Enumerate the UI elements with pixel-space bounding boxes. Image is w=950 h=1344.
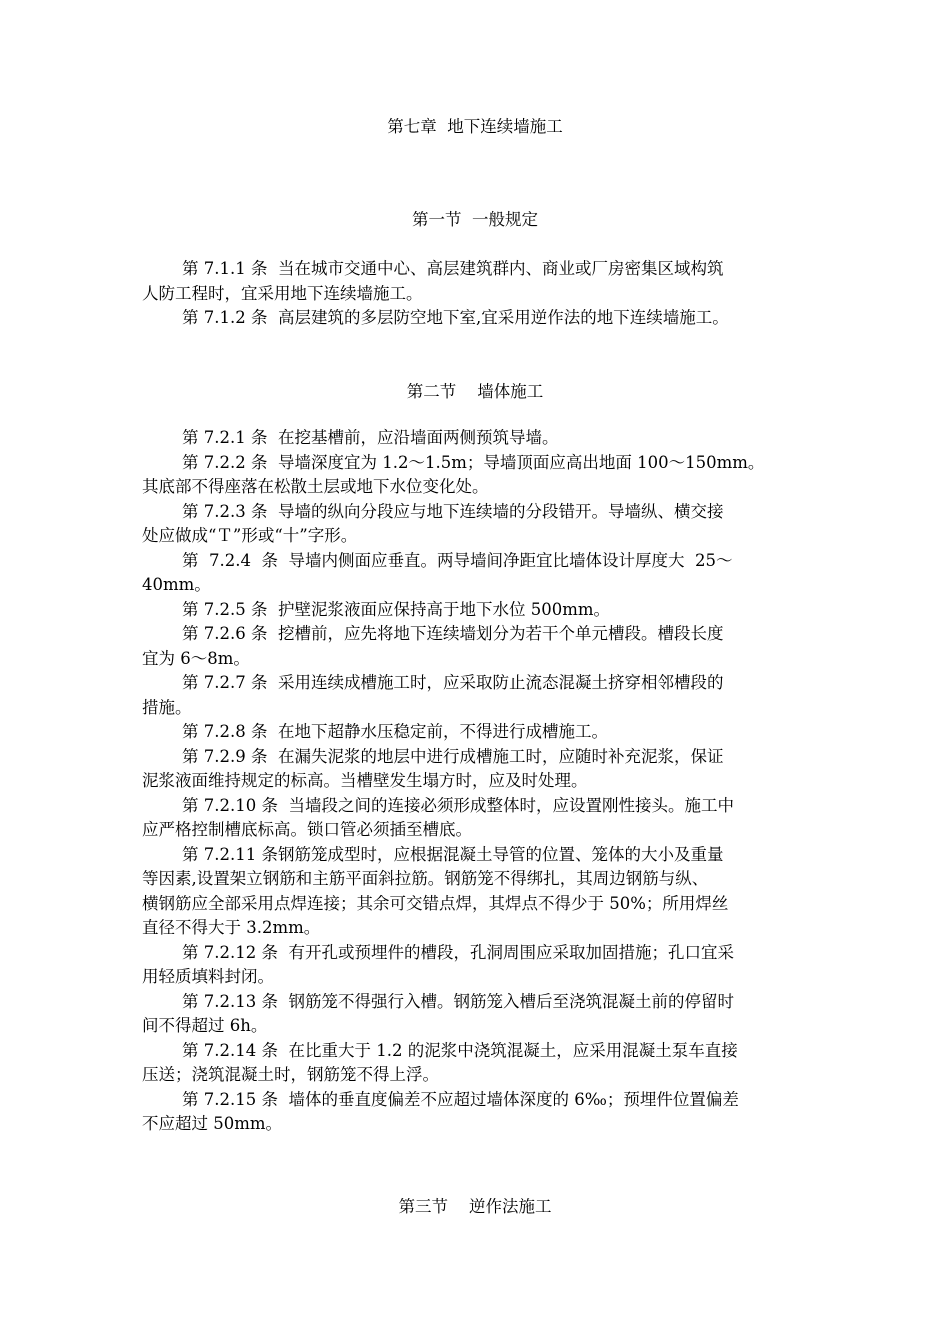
article-line: 压送；浇筑混凝土时，钢筋笼不得上浮。 bbox=[142, 1065, 439, 1084]
article-line: 处应做成“Ｔ”形或“十”字形。 bbox=[142, 526, 358, 545]
article-line-first: 第 7.2.2 条 导墙深度宜为 1.2～1.5m；导墙顶面应高出地面 100～150mm。 bbox=[182, 452, 765, 472]
article-line-first: 第 7.2.5 条 护壁泥浆液面应保持高于地下水位 500mm。 bbox=[182, 599, 610, 619]
article-line-first: 第 7.2.7 条 采用连续成槽施工时，应采取防止流态混凝土挤穿相邻槽段的 bbox=[182, 673, 724, 692]
article-line-first: 第 7.2.11 条钢筋笼成型时，应根据混凝土导管的位置、笼体的大小及重量 bbox=[182, 844, 724, 864]
article-line-first: 第 7.2.6 条 挖槽前，应先将地下连续墙划分为若干个单元槽段。槽段长度 bbox=[182, 624, 724, 643]
section-title: 第一节 一般规定 bbox=[412, 210, 538, 229]
article-line-first: 第 7.1.2 条 高层建筑的多层防空地下室,宜采用逆作法的地下连续墙施工。 bbox=[182, 308, 729, 327]
section-title: 第二节 墙体施工 bbox=[406, 382, 544, 401]
article-line-first: 第 7.2.12 条 有开孔或预埋件的槽段，孔洞周围应采取加固措施；孔口宜采 bbox=[182, 942, 734, 962]
article-line-first: 第 7.2.1 条 在挖基槽前，应沿墙面两侧预筑导墙。 bbox=[182, 428, 559, 447]
article-line-first: 第 7.2.4 条 导墙内侧面应垂直。两导墙间净距宜比墙体设计厚度大 25～ bbox=[182, 550, 733, 570]
section-title: 第三节 逆作法施工 bbox=[398, 1197, 552, 1216]
article-line-first: 第 7.2.14 条 在比重大于 1.2 的泥浆中浇筑混凝土，应采用混凝土泵车直接 bbox=[182, 1040, 738, 1060]
article-line: 其底部不得座落在松散土层或地下水位变化处。 bbox=[142, 477, 489, 496]
article-line-first: 第 7.2.9 条 在漏失泥浆的地层中进行成槽施工时，应随时补充泥浆，保证 bbox=[182, 746, 724, 766]
chapter-title: 第七章 地下连续墙施工 bbox=[387, 117, 563, 136]
article-line: 等因素,设置架立钢筋和主筋平面斜拉筋。钢筋笼不得绑扎，其周边钢筋与纵、 bbox=[142, 869, 709, 888]
article-line-first: 第 7.2.3 条 导墙的纵向分段应与地下连续墙的分段错开。导墙纵、横交接 bbox=[182, 501, 724, 521]
article-line: 人防工程时，宜采用地下连续墙施工。 bbox=[142, 283, 423, 303]
article-line: 40mm。 bbox=[142, 575, 211, 594]
article-line-first: 第 7.2.13 条 钢筋笼不得强行入槽。钢筋笼入槽后至浇筑混凝土前的停留时 bbox=[182, 991, 734, 1011]
article-line: 直径不得大于 3.2mm。 bbox=[142, 918, 321, 937]
article-line: 措施。 bbox=[142, 697, 192, 717]
article-line: 间不得超过 6h。 bbox=[142, 1016, 268, 1035]
article-line: 不应超过 50mm。 bbox=[142, 1114, 283, 1133]
article-line: 宜为 6～8m。 bbox=[142, 648, 250, 668]
article-line: 应严格控制槽底标高。锁口管必须插至槽底。 bbox=[142, 820, 472, 839]
article-line-first: 第 7.2.10 条 当墙段之间的连接必须形成整体时，应设置刚性接头。施工中 bbox=[182, 795, 734, 815]
article-line-first: 第 7.2.8 条 在地下超静水压稳定前，不得进行成槽施工。 bbox=[182, 722, 608, 741]
article-line-first: 第 7.2.15 条 墙体的垂直度偏差不应超过墙体深度的 6‰；预埋件位置偏差 bbox=[182, 1089, 739, 1109]
article-line: 用轻质填料封闭。 bbox=[142, 967, 274, 986]
article-line: 泥浆液面维持规定的标高。当槽壁发生塌方时，应及时处理。 bbox=[142, 771, 588, 790]
article-line-first: 第 7.1.1 条 当在城市交通中心、高层建筑群内、商业或厂房密集区域构筑 bbox=[182, 259, 724, 278]
article-line: 横钢筋应全部采用点焊连接；其余可交错点焊，其焊点不得少于 50%；所用焊丝 bbox=[142, 893, 729, 913]
